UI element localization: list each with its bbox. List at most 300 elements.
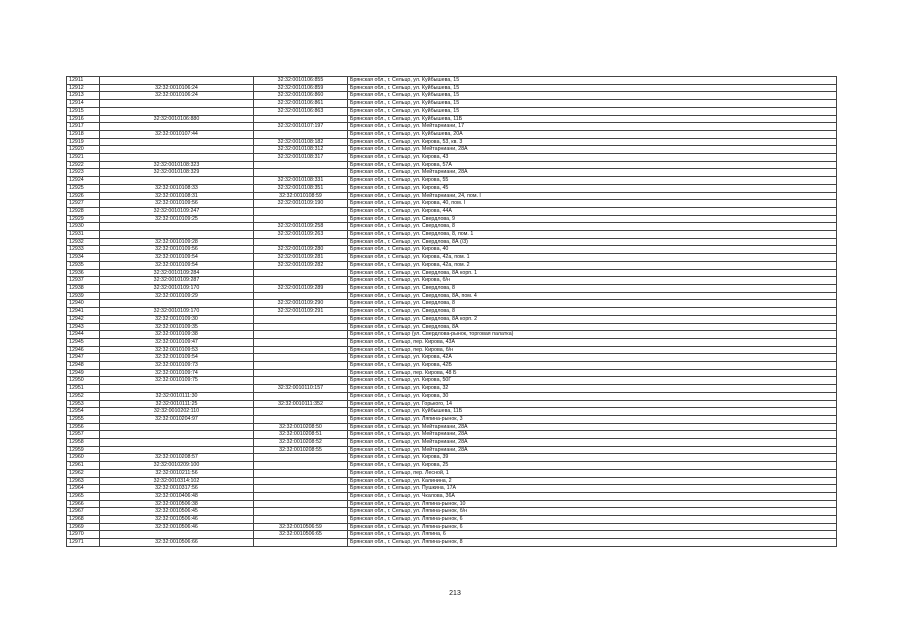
table-row [67, 207, 837, 215]
cadastral-parcel-cell: 32:32:0010109:28 [100, 238, 254, 246]
cadastral-parcel-cell: 32:32:0010109:75 [100, 377, 254, 385]
table-row [67, 315, 837, 323]
address-cell: Брянская обл., г. Сельцо, ул. Куйбышева, 15 [348, 84, 837, 92]
cadastral-object-cell: 32:32:0010109:258 [254, 223, 348, 231]
cadastral-object-cell: 32:32:0010108:331 [254, 177, 348, 185]
cadastral-object-cell [254, 277, 348, 285]
table-row [67, 354, 837, 362]
cadastral-object-cell [254, 516, 348, 524]
address-cell: Брянская обл., г. Сельцо, пер. Кирова, б/н [348, 346, 837, 354]
cadastral-parcel-cell: 32:32:0010108:33 [100, 184, 254, 192]
cadastral-parcel-cell: 32:32:0010109:53 [100, 346, 254, 354]
row-number-cell: 12955 [67, 415, 100, 423]
address-cell: Брянская обл., г. Сельцо, ул. Куйбышева, 15 [348, 107, 837, 115]
cadastral-parcel-cell: 32:32:0010204:97 [100, 415, 254, 423]
row-number-cell: 12970 [67, 531, 100, 539]
address-cell: Брянская обл., г. Сельцо, ул. Свердлова, 8А корп. 1 [348, 269, 837, 277]
row-number-cell: 12931 [67, 231, 100, 239]
address-cell: Брянская обл., г. Сельцо, ул. Ляпина-рынок, 8 [348, 539, 837, 547]
row-number-cell: 12969 [67, 523, 100, 531]
row-number-cell: 12932 [67, 238, 100, 246]
cadastral-object-cell: 32:32:0010111:352 [254, 400, 348, 408]
address-cell: Брянская обл., г. Сельцо, ул. Кирова, 42а, пом. 1 [348, 254, 837, 262]
address-cell: Брянская обл., г. Сельцо, ул. Кирова, 30 [348, 392, 837, 400]
cadastral-object-cell [254, 469, 348, 477]
cadastral-object-cell: 32:32:0010109:263 [254, 231, 348, 239]
table-row [67, 485, 837, 493]
address-cell: Брянская обл., г. Сельцо, ул. Ляпина-рынок, 3 [348, 415, 837, 423]
row-number-cell: 12929 [67, 215, 100, 223]
table-row [67, 439, 837, 447]
row-number-cell: 12967 [67, 508, 100, 516]
address-cell: Брянская обл., г. Сельцо, ул. Пушкина, 17А [348, 485, 837, 493]
cadastral-parcel-cell [100, 431, 254, 439]
table-row [67, 261, 837, 269]
cadastral-parcel-cell: 32:32:0010506:46 [100, 516, 254, 524]
row-number-cell: 12953 [67, 400, 100, 408]
address-cell: Брянская обл., г. Сельцо (ул. Свердлова-рынок, торговая палатка) [348, 331, 837, 339]
cadastral-object-cell [254, 323, 348, 331]
table-row [67, 254, 837, 262]
table-row [67, 123, 837, 131]
address-cell: Брянская обл., г. Сельцо, ул. Куйбышева, 11Б [348, 115, 837, 123]
cadastral-object-cell [254, 408, 348, 416]
cadastral-parcel-cell: 32:32:0010108:323 [100, 161, 254, 169]
cadastral-parcel-cell: 32:32:0010109:247 [100, 207, 254, 215]
row-number-cell: 12937 [67, 277, 100, 285]
cadastral-object-cell: 32:32:0010109:291 [254, 308, 348, 316]
table-row [67, 415, 837, 423]
cadastral-parcel-cell: 32:32:0010506:46 [100, 523, 254, 531]
cadastral-object-cell: 32:32:0010106:859 [254, 84, 348, 92]
cadastral-parcel-cell: 32:32:0010109:29 [100, 292, 254, 300]
cadastral-object-cell: 32:32:0010108:182 [254, 138, 348, 146]
table-row [67, 331, 837, 339]
row-number-cell: 12942 [67, 315, 100, 323]
cadastral-object-cell [254, 508, 348, 516]
address-cell: Брянская обл., г. Сельцо, ул. Свердлова, 8 [348, 284, 837, 292]
table-row [67, 446, 837, 454]
address-cell: Брянская обл., г. Сельцо, ул. Кирова, 42а, пом. 2 [348, 261, 837, 269]
table-row [67, 338, 837, 346]
cadastral-object-cell [254, 539, 348, 547]
row-number-cell: 12952 [67, 392, 100, 400]
table-row [67, 308, 837, 316]
cadastral-object-cell [254, 354, 348, 362]
row-number-cell: 12916 [67, 115, 100, 123]
address-cell: Брянская обл., г. Сельцо, ул. Мейтарниани, 28А [348, 423, 837, 431]
cadastral-object-cell: 32:32:0010109:281 [254, 254, 348, 262]
row-number-cell: 12915 [67, 107, 100, 115]
row-number-cell: 12914 [67, 100, 100, 108]
table-row [67, 92, 837, 100]
cadastral-object-cell [254, 392, 348, 400]
row-number-cell: 12920 [67, 146, 100, 154]
cadastral-parcel-cell: 32:32:0010109:54 [100, 254, 254, 262]
table-row [67, 523, 837, 531]
cadastral-parcel-cell [100, 446, 254, 454]
table-row [67, 192, 837, 200]
address-cell: Брянская обл., г. Сельцо, ул. Кирова, 55 [348, 177, 837, 185]
address-cell: Брянская обл., г. Сельцо, ул. Кирова, 42Б [348, 362, 837, 370]
address-cell: Брянская обл., г. Сельцо, ул. Кирова, 42А [348, 354, 837, 362]
cadastral-object-cell: 32:32:0010108:312 [254, 146, 348, 154]
row-number-cell: 12934 [67, 254, 100, 262]
cadastral-parcel-cell: 32:32:0010108:329 [100, 169, 254, 177]
row-number-cell: 12921 [67, 154, 100, 162]
address-cell: Брянская обл., г. Сельцо, ул. Мейтарниани, 28А [348, 446, 837, 454]
row-number-cell: 12919 [67, 138, 100, 146]
table-row [67, 369, 837, 377]
cadastral-object-cell: 32:32:0010208:51 [254, 431, 348, 439]
row-number-cell: 12946 [67, 346, 100, 354]
cadastral-object-cell [254, 346, 348, 354]
row-number-cell: 12962 [67, 469, 100, 477]
row-number-cell: 12945 [67, 338, 100, 346]
cadastral-parcel-cell [100, 177, 254, 185]
table-row [67, 392, 837, 400]
cadastral-object-cell: 32:32:0010208:55 [254, 446, 348, 454]
table-row [67, 115, 837, 123]
cadastral-parcel-cell: 32:32:0010108:31 [100, 192, 254, 200]
table-row [67, 130, 837, 138]
row-number-cell: 12958 [67, 439, 100, 447]
table-row [67, 300, 837, 308]
cadastral-parcel-cell: 32:32:0010106:24 [100, 84, 254, 92]
cadastral-parcel-cell: 32:32:0010506:45 [100, 508, 254, 516]
address-cell: Брянская обл., г. Сельцо, ул. Куйбышева, 11Б [348, 408, 837, 416]
cadastral-parcel-cell [100, 223, 254, 231]
table-row [67, 400, 837, 408]
address-cell: Брянская обл., г. Сельцо, ул. Мейтарниани, 17 [348, 123, 837, 131]
cadastral-object-cell: 32:32:0010108:351 [254, 184, 348, 192]
cadastral-object-cell [254, 362, 348, 370]
row-number-cell: 12971 [67, 539, 100, 547]
cadastral-object-cell [254, 269, 348, 277]
address-cell: Брянская обл., г. Сельцо, ул. Кирова, 45 [348, 184, 837, 192]
address-cell: Брянская обл., г. Сельцо, ул. Куйбышева, 15 [348, 100, 837, 108]
cadastral-object-cell: 32:32:0010107:197 [254, 123, 348, 131]
row-number-cell: 12917 [67, 123, 100, 131]
cadastral-parcel-cell: 32:32:0010406:48 [100, 492, 254, 500]
address-cell: Брянская обл., г. Сельцо, ул. Горького, 14 [348, 400, 837, 408]
cadastral-object-cell [254, 169, 348, 177]
table-row [67, 238, 837, 246]
cadastral-object-cell [254, 161, 348, 169]
row-number-cell: 12935 [67, 261, 100, 269]
cadastral-parcel-cell [100, 385, 254, 393]
row-number-cell: 12950 [67, 377, 100, 385]
row-number-cell: 12964 [67, 485, 100, 493]
cadastral-object-cell: 32:32:0010106:863 [254, 107, 348, 115]
address-cell: Брянская обл., г. Сельцо, ул. Кирова, 32 [348, 385, 837, 393]
row-number-cell: 12936 [67, 269, 100, 277]
row-number-cell: 12933 [67, 246, 100, 254]
address-cell: Брянская обл., г. Сельцо, ул. Ляпина-рынок, 6 [348, 523, 837, 531]
cadastral-parcel-cell: 32:32:0010109:25 [100, 215, 254, 223]
cadastral-parcel-cell: 32:32:0010109:284 [100, 269, 254, 277]
table-row [67, 408, 837, 416]
cadastral-parcel-cell: 32:32:0010211:56 [100, 469, 254, 477]
table-row [67, 161, 837, 169]
row-number-cell: 12959 [67, 446, 100, 454]
address-cell: Брянская обл., г. Сельцо, ул. Свердлова, 8А, пом. 4 [348, 292, 837, 300]
address-cell: Брянская обл., г. Сельцо, ул. Мейтарниани, 28А [348, 146, 837, 154]
row-number-cell: 12924 [67, 177, 100, 185]
cadastral-parcel-cell [100, 123, 254, 131]
table-row [67, 323, 837, 331]
cadastral-parcel-cell: 32:32:0010202:110 [100, 408, 254, 416]
row-number-cell: 12966 [67, 500, 100, 508]
address-cell: Брянская обл., г. Сельцо, ул. Кирова, 43 [348, 154, 837, 162]
address-cell: Брянская обл., г. Сельцо, ул. Кирова, 39 [348, 454, 837, 462]
address-cell: Брянская обл., г. Сельцо, ул. Мейтарниани, 24, пом. I [348, 192, 837, 200]
cadastral-parcel-cell: 32:32:0010506:38 [100, 500, 254, 508]
table-row [67, 177, 837, 185]
cadastral-parcel-cell: 32:32:0010109:56 [100, 200, 254, 208]
cadastral-object-cell [254, 338, 348, 346]
cadastral-object-cell [254, 485, 348, 493]
cadastral-object-cell [254, 130, 348, 138]
table-row [67, 539, 837, 547]
row-number-cell: 12951 [67, 385, 100, 393]
cadastral-object-cell [254, 238, 348, 246]
row-number-cell: 12957 [67, 431, 100, 439]
cadastral-parcel-cell [100, 439, 254, 447]
table-row [67, 492, 837, 500]
cadastral-parcel-cell: 32:32:0010106:24 [100, 92, 254, 100]
cadastral-parcel-cell: 32:32:0010109:54 [100, 354, 254, 362]
address-cell: Брянская обл., г. Сельцо, ул. Ляпина-рынок, 10 [348, 500, 837, 508]
cadastral-object-cell [254, 477, 348, 485]
page-number: 213 [449, 590, 461, 597]
table-row [67, 184, 837, 192]
address-cell: Брянская обл., г. Сельцо, ул. Свердлова, 8 [348, 308, 837, 316]
address-cell: Брянская обл., г. Сельцо, ул. Свердлова, 8А (/3) [348, 238, 837, 246]
cadastral-object-cell: 32:32:0010506:65 [254, 531, 348, 539]
row-number-cell: 12943 [67, 323, 100, 331]
table-row [67, 169, 837, 177]
row-number-cell: 12938 [67, 284, 100, 292]
cadastral-object-cell: 32:32:0010110:157 [254, 385, 348, 393]
table-row [67, 138, 837, 146]
table-row [67, 385, 837, 393]
cadastral-object-cell [254, 292, 348, 300]
cadastral-object-cell [254, 454, 348, 462]
row-number-cell: 12930 [67, 223, 100, 231]
address-cell: Брянская обл., г. Сельцо, ул. Свердлова, 8, пом. 1 [348, 231, 837, 239]
table-row [67, 77, 837, 85]
cadastral-object-cell [254, 415, 348, 423]
cadastral-parcel-cell: 32:32:0010111:30 [100, 392, 254, 400]
row-number-cell: 12940 [67, 300, 100, 308]
table-row [67, 215, 837, 223]
address-cell: Брянская обл., г. Сельцо, пер. Лесной, 1 [348, 469, 837, 477]
table-row [67, 246, 837, 254]
cadastral-object-cell: 32:32:0010106:860 [254, 92, 348, 100]
row-number-cell: 12968 [67, 516, 100, 524]
cadastral-object-cell: 32:32:0010106:861 [254, 100, 348, 108]
cadastral-object-cell [254, 377, 348, 385]
cadastral-object-cell [254, 492, 348, 500]
address-cell: Брянская обл., г. Сельцо, ул. Кирова, 50Г [348, 377, 837, 385]
cadastral-parcel-cell [100, 423, 254, 431]
cadastral-parcel-cell [100, 231, 254, 239]
address-cell: Брянская обл., г. Сельцо, ул. Кирова, 40 [348, 246, 837, 254]
table-row [67, 516, 837, 524]
cadastral-parcel-cell: 32:32:0010314:102 [100, 477, 254, 485]
row-number-cell: 12941 [67, 308, 100, 316]
row-number-cell: 12947 [67, 354, 100, 362]
row-number-cell: 12961 [67, 462, 100, 470]
address-cell: Брянская обл., г. Сельцо, ул. Куйбышева, 15 [348, 77, 837, 85]
table-row [67, 508, 837, 516]
cadastral-parcel-cell: 32:32:0010107:44 [100, 130, 254, 138]
table-row [67, 346, 837, 354]
cadastral-parcel-cell [100, 154, 254, 162]
row-number-cell: 12960 [67, 454, 100, 462]
row-number-cell: 12912 [67, 84, 100, 92]
row-number-cell: 12926 [67, 192, 100, 200]
table-row [67, 277, 837, 285]
cadastral-parcel-cell: 32:32:0010109:287 [100, 277, 254, 285]
address-cell: Брянская обл., г. Сельцо, ул. Куйбышева, 15 [348, 92, 837, 100]
address-cell: Брянская обл., г. Сельцо, ул. Свердлова, 8А корп. 2 [348, 315, 837, 323]
cadastral-parcel-cell [100, 107, 254, 115]
cadastral-object-cell: 32:32:0010108:59 [254, 192, 348, 200]
cadastral-parcel-cell: 32:32:0010109:30 [100, 315, 254, 323]
row-number-cell: 12963 [67, 477, 100, 485]
table-row [67, 431, 837, 439]
address-cell: Брянская обл., г. Сельцо, ул. Свердлова, 8А [348, 323, 837, 331]
row-number-cell: 12922 [67, 161, 100, 169]
cadastral-object-cell: 32:32:0010108:317 [254, 154, 348, 162]
row-number-cell: 12927 [67, 200, 100, 208]
cadastral-parcel-cell: 32:32:0010506:66 [100, 539, 254, 547]
address-cell: Брянская обл., г. Сельцо, ул. Калинина, 2 [348, 477, 837, 485]
table-row [67, 200, 837, 208]
address-cell: Брянская обл., г. Сельцо, ул. Кирова, 44А [348, 207, 837, 215]
row-number-cell: 12965 [67, 492, 100, 500]
table-row [67, 531, 837, 539]
address-cell: Брянская обл., г. Сельцо, ул. Свердлова, 8 [348, 300, 837, 308]
address-cell: Брянская обл., г. Сельцо, ул. Чкалова, 36А [348, 492, 837, 500]
cadastral-object-cell: 32:32:0010208:52 [254, 439, 348, 447]
row-number-cell: 12939 [67, 292, 100, 300]
table-row [67, 500, 837, 508]
cadastral-parcel-cell: 32:32:0010209:100 [100, 462, 254, 470]
address-cell: Брянская обл., г. Сельцо, ул. Кирова, б/н [348, 277, 837, 285]
row-number-cell: 12913 [67, 92, 100, 100]
cadastral-object-cell: 32:32:0010106:855 [254, 77, 348, 85]
cadastral-object-cell [254, 315, 348, 323]
cadastral-object-cell: 32:32:0010109:190 [254, 200, 348, 208]
row-number-cell: 12954 [67, 408, 100, 416]
row-number-cell: 12911 [67, 77, 100, 85]
cadastral-object-cell: 32:32:0010208:50 [254, 423, 348, 431]
cadastral-object-cell: 32:32:0010109:282 [254, 261, 348, 269]
cadastral-object-cell: 32:32:0010109:289 [254, 284, 348, 292]
table-row [67, 146, 837, 154]
cadastral-parcel-cell: 32:32:0010109:56 [100, 246, 254, 254]
row-number-cell: 12948 [67, 362, 100, 370]
cadastral-object-cell [254, 369, 348, 377]
cadastral-object-cell [254, 207, 348, 215]
address-cell: Брянская обл., г. Сельцо, ул. Мейтарниани, 28А [348, 439, 837, 447]
table-row [67, 362, 837, 370]
table-row [67, 469, 837, 477]
table-row [67, 231, 837, 239]
cadastral-parcel-cell: 32:32:0010109:54 [100, 261, 254, 269]
table-row [67, 423, 837, 431]
address-cell: Брянская обл., г. Сельцо, ул. Свердлова, 9 [348, 215, 837, 223]
cadastral-object-cell [254, 215, 348, 223]
table-row [67, 269, 837, 277]
table-row [67, 462, 837, 470]
registry-table-body [67, 77, 837, 547]
cadastral-parcel-cell: 32:32:0010109:170 [100, 308, 254, 316]
cadastral-parcel-cell [100, 138, 254, 146]
address-cell: Брянская обл., г. Сельцо, ул. Свердлова, 8 [348, 223, 837, 231]
address-cell: Брянская обл., г. Сельцо, ул. Ляпина-рынок, 6 [348, 516, 837, 524]
cadastral-object-cell: 32:32:0010109:280 [254, 246, 348, 254]
cadastral-parcel-cell: 32:32:0010109:47 [100, 338, 254, 346]
table-row [67, 154, 837, 162]
address-cell: Брянская обл., г. Сельцо, ул. Мейтарниани, 28А [348, 431, 837, 439]
cadastral-object-cell [254, 500, 348, 508]
address-cell: Брянская обл., г. Сельцо, пер. Кирова, 48 Б [348, 369, 837, 377]
cadastral-parcel-cell: 32:32:0010317:56 [100, 485, 254, 493]
address-cell: Брянская обл., г. Сельцо, ул. Ляпина, 6 [348, 531, 837, 539]
cadastral-parcel-cell: 32:32:0010111:25 [100, 400, 254, 408]
table-row [67, 107, 837, 115]
table-row [67, 100, 837, 108]
cadastral-object-cell: 32:32:0010109:290 [254, 300, 348, 308]
cadastral-parcel-cell: 32:32:0010109:35 [100, 323, 254, 331]
cadastral-parcel-cell [100, 146, 254, 154]
table-row [67, 223, 837, 231]
address-cell: Брянская обл., г. Сельцо, ул. Кирова, 25 [348, 462, 837, 470]
cadastral-parcel-cell: 32:32:0010109:170 [100, 284, 254, 292]
cadastral-parcel-cell: 32:32:0010109:73 [100, 362, 254, 370]
table-row [67, 454, 837, 462]
cadastral-parcel-cell [100, 300, 254, 308]
cadastral-parcel-cell [100, 100, 254, 108]
row-number-cell: 12956 [67, 423, 100, 431]
address-cell: Брянская обл., г. Сельцо, ул. Кирова, 53, кв. 3 [348, 138, 837, 146]
address-cell: Брянская обл., г. Сельцо, ул. Куйбышева, 20А [348, 130, 837, 138]
table-row [67, 84, 837, 92]
cadastral-parcel-cell: 32:32:0010109:38 [100, 331, 254, 339]
row-number-cell: 12928 [67, 207, 100, 215]
table-row [67, 477, 837, 485]
registry-table [66, 76, 837, 547]
cadastral-object-cell [254, 115, 348, 123]
cadastral-object-cell [254, 462, 348, 470]
cadastral-parcel-cell: 32:32:0010109:74 [100, 369, 254, 377]
address-cell: Брянская обл., г. Сельцо, пер. Кирова, 43А [348, 338, 837, 346]
cadastral-parcel-cell: 32:32:0010106:880 [100, 115, 254, 123]
cadastral-object-cell [254, 331, 348, 339]
address-cell: Брянская обл., г. Сельцо, ул. Мейтарниани, 28А [348, 169, 837, 177]
address-cell: Брянская обл., г. Сельцо, ул. Кирова, 57А [348, 161, 837, 169]
table-row [67, 284, 837, 292]
address-cell: Брянская обл., г. Сельцо, ул. Ляпина-рынок, б/н [348, 508, 837, 516]
table-row [67, 292, 837, 300]
cadastral-parcel-cell [100, 77, 254, 85]
cadastral-parcel-cell [100, 531, 254, 539]
row-number-cell: 12925 [67, 184, 100, 192]
